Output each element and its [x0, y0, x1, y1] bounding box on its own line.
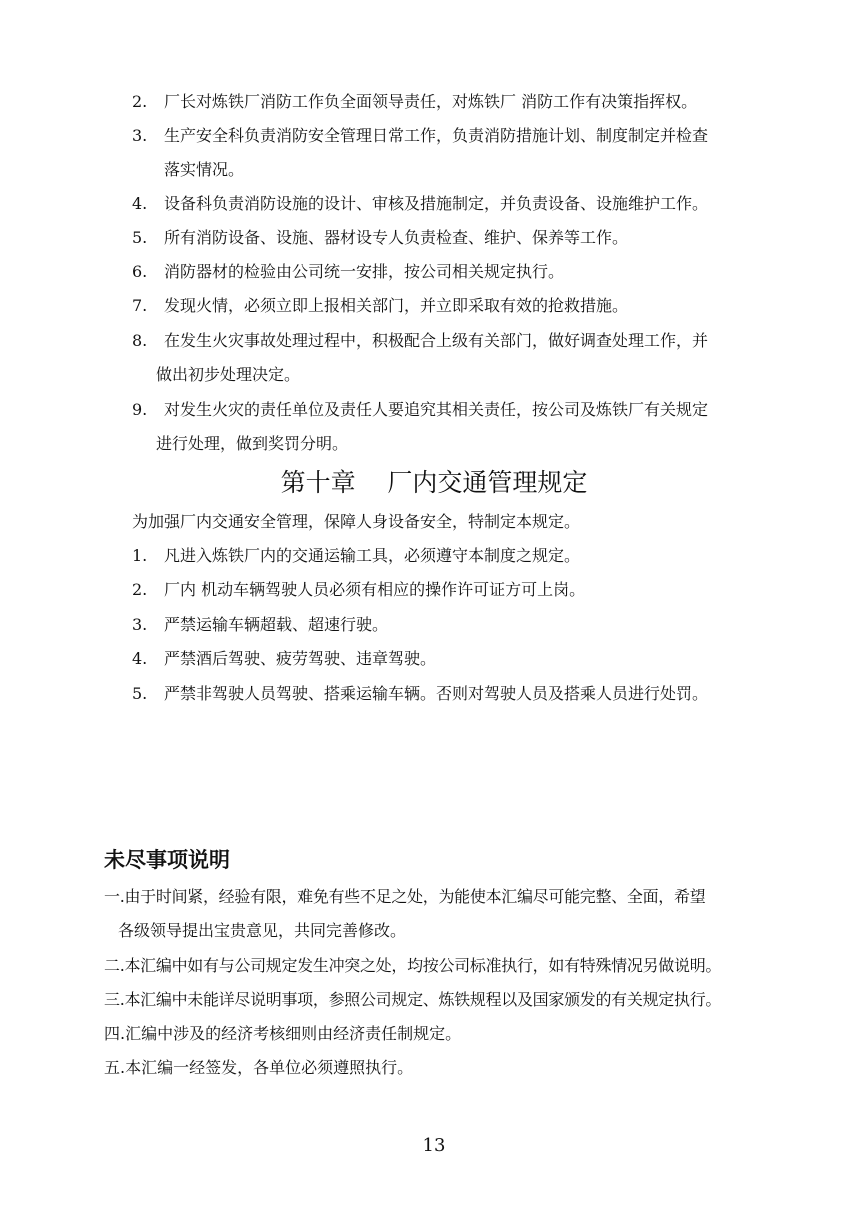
item-text: 严禁运输车辆超载、超速行驶。 [164, 615, 389, 634]
fire-item [132, 261, 564, 283]
item-text: 严禁酒后驾驶、疲劳驾驶、违章驾驶。 [164, 649, 437, 668]
item-text: 对发生火灾的责任单位及责任人要追究其相关责任，按公司及炼铁厂有关规定 [164, 400, 709, 419]
traffic-intro: 为加强厂内交通安全管理，保障人身设备安全，特制定本规定。 [132, 512, 581, 531]
item-text: 严禁非驾驶人员驾驶、搭乘运输车辆。否则对驾驶人员及搭乘人员进行处罚。 [164, 684, 709, 703]
item-number: 4. [132, 649, 148, 668]
item-text: 消防器材的检验由公司统一安排，按公司相关规定执行。 [164, 262, 565, 281]
item-number: 4. [132, 194, 148, 213]
note-item-continuation: 各级领导提出宝贵意见，共同完善修改。 [118, 921, 407, 940]
item-text: 厂内 机动车辆驾驶人员必须有相应的操作许可证方可上岗。 [164, 580, 586, 599]
item-text: 发现火情，必须立即上报相关部门，并立即采取有效的抢救措施。 [164, 296, 629, 315]
traffic-item [132, 683, 708, 705]
item-number: 2. [132, 92, 148, 111]
fire-item [132, 193, 708, 215]
item-number: 2. [132, 580, 148, 599]
item-number: 5. [132, 228, 148, 247]
item-text: 所有消防设备、设施、器材设专人负责检查、维护、保养等工作。 [164, 228, 629, 247]
page-number: 13 [422, 1135, 446, 1156]
traffic-item [132, 545, 580, 567]
note-item: 一.由于时间紧，经验有限，难免有些不足之处，为能使本汇编尽可能完整、全面，希望 [104, 887, 706, 906]
fire-item [132, 295, 628, 317]
item-text: 在发生火灾事故处理过程中，积极配合上级有关部门，做好调查处理工作，并 [164, 331, 709, 350]
fire-item [132, 227, 628, 249]
item-number: 5. [132, 684, 148, 703]
fire-item [132, 399, 708, 421]
fire-item [132, 125, 708, 147]
fire-item [132, 330, 708, 352]
fire-item-continuation: 落实情况。 [164, 160, 245, 179]
item-number: 9. [132, 400, 148, 419]
item-number: 6. [132, 262, 148, 281]
item-text: 厂长对炼铁厂消防工作负全面领导责任，对炼铁厂 消防工作有决策指挥权。 [164, 92, 698, 111]
section-title: 未尽事项说明 [104, 848, 230, 872]
traffic-item [132, 648, 436, 670]
item-number: 7. [132, 296, 148, 315]
fire-item-continuation: 进行处理，做到奖罚分明。 [156, 434, 349, 453]
note-item: 二.本汇编中如有与公司规定发生冲突之处，均按公司标准执行，如有特殊情况另做说明。 [104, 956, 722, 975]
item-number: 8. [132, 331, 148, 350]
note-item: 四.汇编中涉及的经济考核细则由经济责任制规定。 [104, 1024, 462, 1043]
item-text: 生产安全科负责消防安全管理日常工作，负责消防措施计划、制度制定并检查 [164, 126, 709, 145]
item-text: 设备科负责消防设施的设计、审核及措施制定，并负责设备、设施维护工作。 [164, 194, 709, 213]
traffic-item [132, 614, 388, 636]
chapter-heading: 第十章 厂内交通管理规定 [280, 468, 588, 497]
item-number: 3. [132, 126, 148, 145]
note-item: 五.本汇编一经签发，各单位必须遵照执行。 [104, 1058, 414, 1077]
fire-item [132, 91, 697, 113]
item-number: 3. [132, 615, 148, 634]
note-item: 三.本汇编中未能详尽说明事项，参照公司规定、炼铁规程以及国家颁发的有关规定执行。 [104, 990, 722, 1009]
item-number: 1. [132, 546, 148, 565]
traffic-item [132, 579, 585, 601]
item-text: 凡进入炼铁厂内的交通运输工具，必须遵守本制度之规定。 [164, 546, 581, 565]
fire-item-continuation: 做出初步处理决定。 [156, 365, 301, 384]
